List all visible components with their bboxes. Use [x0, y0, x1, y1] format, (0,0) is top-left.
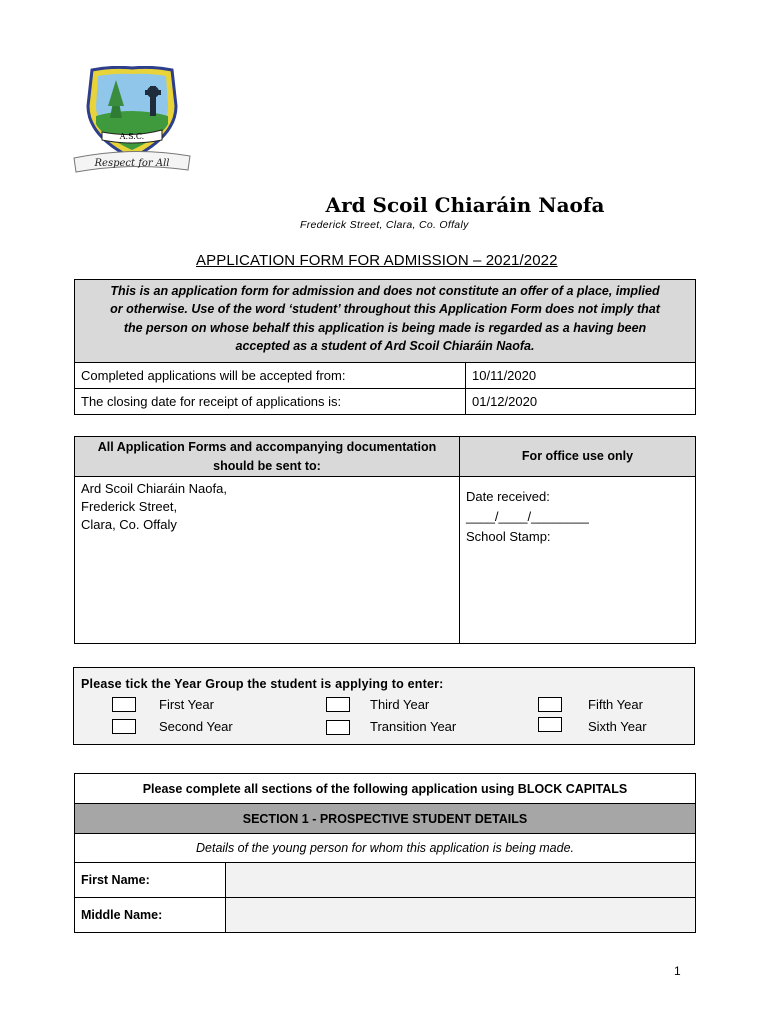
- form-title: APPLICATION FORM FOR ADMISSION – 2021/2022: [196, 252, 558, 269]
- school-crest-logo: [72, 66, 192, 178]
- second-year-label: Second Year: [159, 719, 233, 734]
- office-use-box: [460, 477, 696, 644]
- first-name-label: First Name:: [75, 863, 226, 898]
- school-address: Frederick Street, Clara, Co. Offaly: [300, 219, 469, 231]
- fifth-year-label: Fifth Year: [588, 697, 643, 712]
- address-line: Ard Scoil Chiaráin Naofa,: [81, 481, 227, 496]
- send-to-table: [74, 436, 696, 644]
- send-to-header-line: should be sent to:: [213, 458, 321, 473]
- sixth-year-label: Sixth Year: [588, 719, 647, 734]
- transition-year-checkbox[interactable]: [326, 720, 350, 735]
- address-line: Clara, Co. Offaly: [81, 517, 177, 532]
- send-to-header: [75, 437, 460, 477]
- fifth-year-checkbox[interactable]: [538, 697, 562, 712]
- first-name-input[interactable]: [226, 863, 696, 898]
- third-year-label: Third Year: [370, 697, 430, 712]
- school-stamp-label: School Stamp:: [466, 529, 551, 544]
- third-year-checkbox[interactable]: [326, 697, 350, 712]
- address-line: Frederick Street,: [81, 499, 178, 514]
- middle-name-input[interactable]: [226, 898, 696, 933]
- section1-details: Details of the young person for whom this application is being made.: [75, 834, 696, 863]
- send-to-address: [75, 477, 460, 644]
- notice-line: the person on whose behalf this application is being made is regarded as a having been: [123, 320, 647, 335]
- send-to-header-line: All Application Forms and accompanying documentation: [97, 440, 437, 454]
- accept-from-label: Completed applications will be accepted from:: [75, 363, 466, 389]
- accept-from-value: 10/11/2020: [466, 363, 696, 389]
- date-received-field[interactable]: ____/____/________: [466, 509, 589, 524]
- section1-title: SECTION 1 - PROSPECTIVE STUDENT DETAILS: [75, 804, 696, 834]
- second-year-checkbox[interactable]: [112, 719, 136, 734]
- sixth-year-checkbox[interactable]: [538, 717, 562, 732]
- crest-motto: Respect for All: [94, 158, 170, 169]
- middle-name-label: Middle Name:: [75, 898, 226, 933]
- closing-date-label: The closing date for receipt of applications is:: [75, 389, 466, 415]
- year-group-box: [73, 667, 695, 745]
- block-capitals-instruction: Please complete all sections of the following application using BLOCK CAPITALS: [75, 774, 696, 804]
- office-use-header: For office use only: [460, 437, 696, 477]
- transition-year-label: Transition Year: [370, 719, 457, 734]
- notice-line: This is an application form for admission and does not constitute an offer of a place, implied: [110, 284, 660, 298]
- first-year-checkbox[interactable]: [112, 697, 136, 712]
- crest-initials: A.S.C.: [119, 132, 145, 141]
- school-name: Ard Scoil Chiaráin Naofa: [325, 193, 605, 217]
- notice-line: or otherwise. Use of the word ‘student’ throughout this Application Form does not imply that: [110, 302, 660, 317]
- notice-line: accepted as a student of Ard Scoil Chiaráin Naofa.: [235, 338, 535, 353]
- year-group-title: Please tick the Year Group the student is applying to enter:: [81, 677, 444, 691]
- page-number: 1: [674, 964, 681, 978]
- notice-box: [75, 280, 696, 363]
- date-received-label: Date received:: [466, 489, 550, 504]
- section1-table: [74, 773, 696, 933]
- first-year-label: First Year: [159, 697, 214, 712]
- notice-table: [74, 279, 696, 415]
- closing-date-value: 01/12/2020: [466, 389, 696, 415]
